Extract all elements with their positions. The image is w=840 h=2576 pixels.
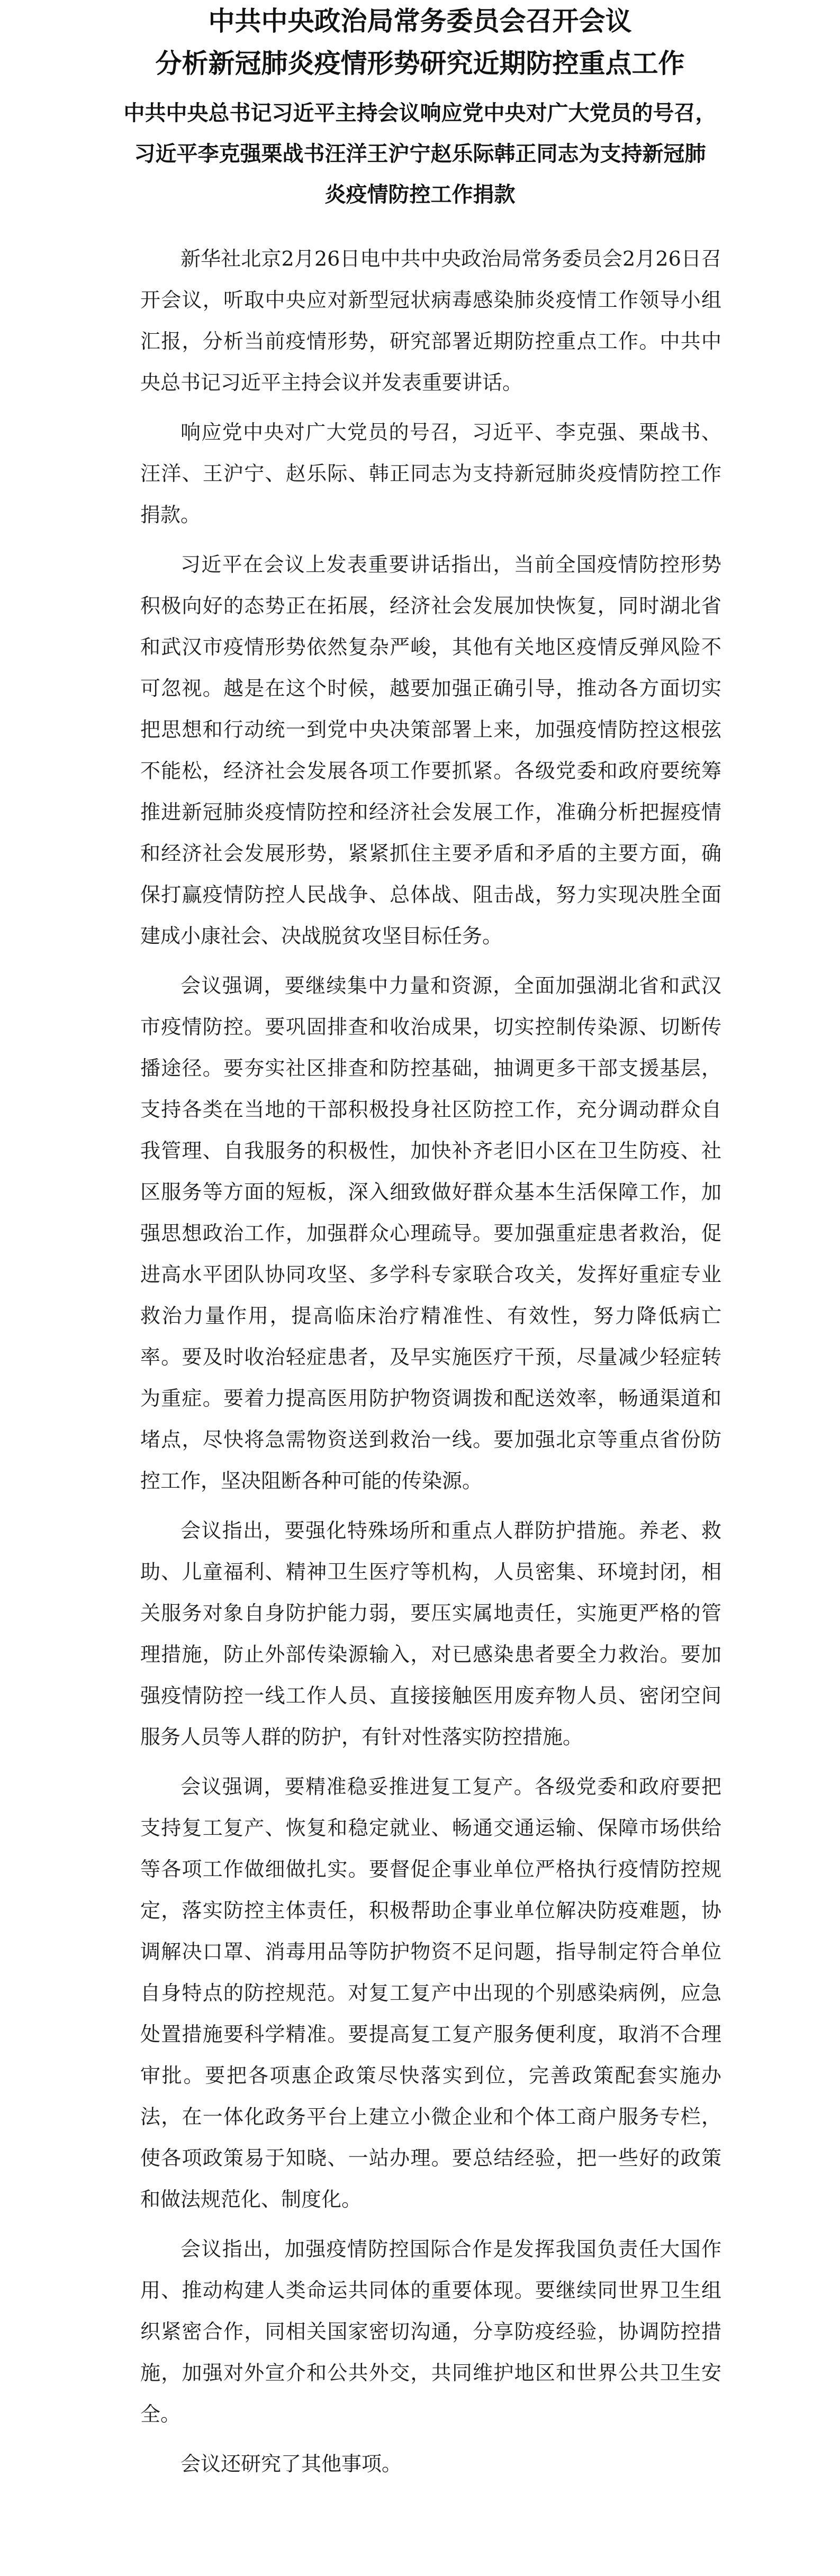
headline-line-1: 中共中央政治局常务委员会召开会议: [208, 5, 632, 37]
paragraph: 响应党中央对广大党员的号召，习近平、李克强、栗战书、汪洋、王沪宁、赵乐际、韩正同志为支持新冠肺炎疫情防控工作捐款。: [140, 421, 721, 526]
paragraph: 会议强调，要继续集中力量和资源，全面加强湖北省和武汉市疫情防控。要巩固排查和收治成果，切实控制传染源、切断传播途径。要夯实社区排查和防控基础，抽调更多干部支援基层，支持各类在当地的干部积极投身社区防控工作，充分调动群众自我管理、自我服务的积极性，加快补齐老旧小区在卫生防疫、社区服务等方面的短板，深入细致做好群众基本生活保障工作，加强思想政治工作，加强群众心理疏导。要加强重症患者救治，促进高水平团队协同攻坚、多学科专家联合攻关，发挥好重症专业救治力量作用，提高临床治疗精准性、有效性，努力降低病亡率。要及时收治轻症患者，及早实施医疗干预，尽量减少轻症转为重症。要着力提高医用防护物资调拨和配送效率，畅通渠道和堵点，尽快将急需物资送到救治一线。要加强北京等重点省份防控工作，坚决阻断各种可能的传染源。: [140, 974, 721, 1492]
paragraph: 习近平在会议上发表重要讲话指出，当前全国疫情防控形势积极向好的态势正在拓展，经济社会发展加快恢复，同时湖北省和武汉市疫情形势依然复杂严峻，其他有关地区疫情反弹风险不可忽视。越是在这个时候，越要加强正确引导，推动各方面切实把思想和行动统一到党中央决策部署上来，加强疫情防控这根弦不能松，经济社会发展各项工作要抓紧。各级党委和政府要统筹推进新冠肺炎疫情防控和经济社会发展工作，准确分析把握疫情和经济社会发展形势，紧紧抓住主要矛盾和矛盾的主要方面，确保打赢疫情防控人民战争、总体战、阻击战，努力实现决胜全面建成小康社会、决战脱贫攻坚目标任务。: [140, 553, 721, 948]
paragraph: 新华社北京2月26日电中共中央政治局常务委员会2月26日召开会议，听取中央应对新型冠状病毒感染肺炎疫情工作领导小组汇报，分析当前疫情形势，研究部署近期防控重点工作。中共中央总书记习近平主持会议并发表重要讲话。: [140, 247, 721, 394]
subheadline-line-1: 中共中央总书记习近平主持会议响应党中央对广大党员的号召，: [123, 101, 717, 125]
paragraph: 会议指出，要强化特殊场所和重点人群防护措施。养老、救助、儿童福利、精神卫生医疗等机构，人员密集、环境封闭，相关服务对象自身防护能力弱，要压实属地责任，实施更严格的管理措施，防止外部传染源输入，对已感染患者要全力救治。要加强疫情防控一线工作人员、直接接触医用废弃物人员、密闭空间服务人员等人群的防护，有针对性落实防控措施。: [140, 1519, 721, 1749]
subheadline-line-2: 习近平李克强栗战书汪洋王沪宁赵乐际韩正同志为支持新冠肺: [134, 141, 706, 166]
paragraph: 会议还研究了其他事项。: [180, 2452, 402, 2475]
subheadline-line-3: 炎疫情防控工作捐款: [324, 182, 516, 207]
subheadline: [112, 93, 728, 215]
headline-line-2: 分析新冠肺炎疫情形势研究近期防控重点工作: [155, 48, 685, 79]
article-body: [140, 238, 721, 2493]
paragraph: 会议强调，要精准稳妥推进复工复产。各级党委和政府要把支持复工复产、恢复和稳定就业、畅通交通运输、保障市场供给等各项工作做细做扎实。要督促企事业单位严格执行疫情防控规定，落实防控主体责任，积极帮助企事业单位解决防疫难题，协调解决口罩、消毒用品等防护物资不足问题，指导制定符合单位自身特点的防控规范。对复工复产中出现的个别感染病例，应急处置措施要科学精准。要提高复工复产服务便利度，取消不合理审批。要把各项惠企政策尽快落实到位，完善政策配套实施办法，在一体化政务平台上建立小微企业和个体工商户服务专栏，使各项政策易于知晓、一站办理。要总结经验，把一些好的政策和做法规范化、制度化。: [140, 1775, 721, 2211]
paragraph: 会议指出，加强疫情防控国际合作是发挥我国负责任大国作用、推动构建人类命运共同体的重要体现。要继续同世界卫生组织紧密合作，同相关国家密切沟通，分享防疫经验，协调防控措施，加强对外宣介和公共外交，共同维护地区和世界公共卫生安全。: [140, 2237, 721, 2426]
